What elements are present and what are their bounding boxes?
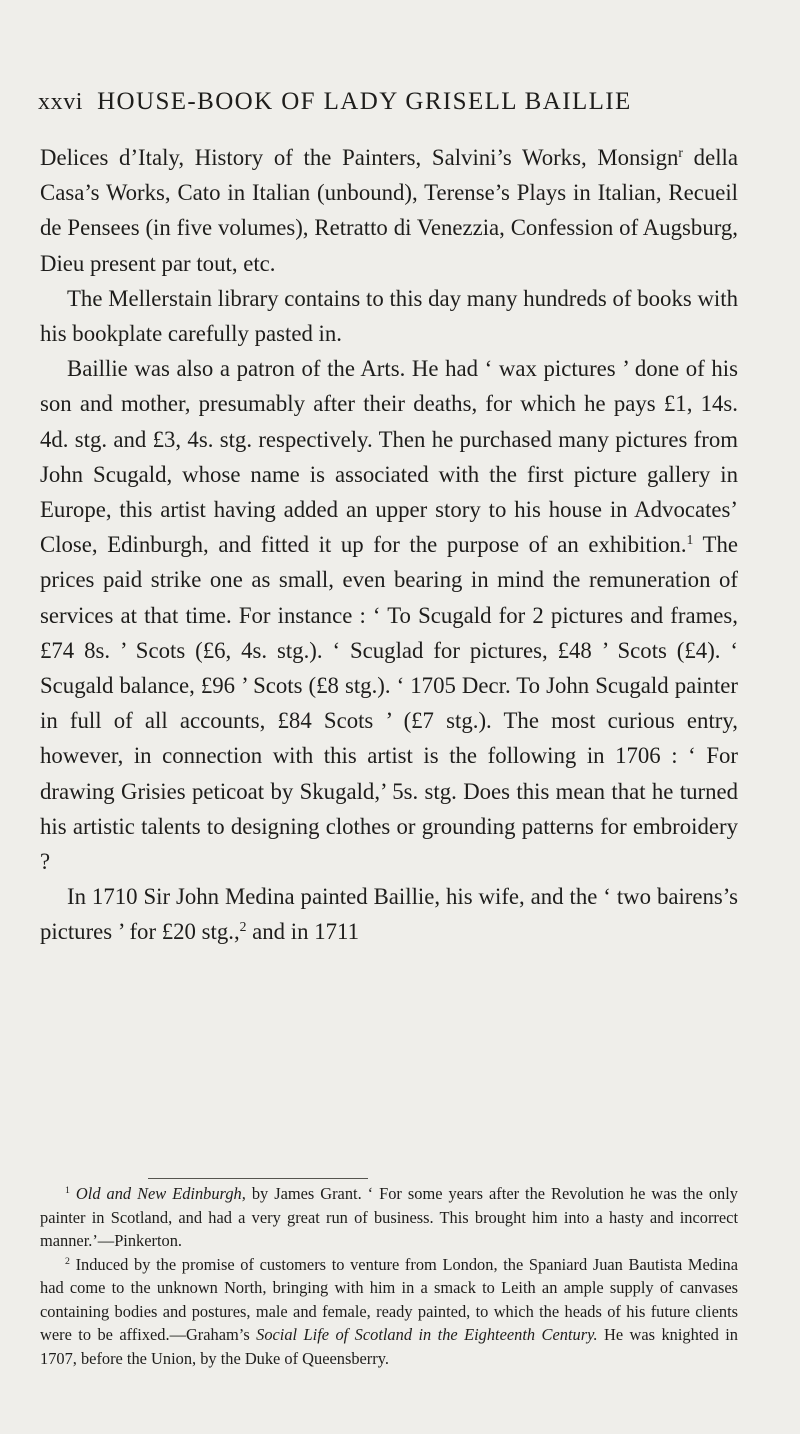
- footnote-ref-2: 2: [239, 919, 247, 935]
- footnote-2-number: 2: [65, 1255, 70, 1267]
- footnote-ref-1: 1: [686, 532, 694, 548]
- paragraph-book-list: Delices d’Italy, History of the Painters, Salvini’s Works, Monsign$^r$ della Casa’s Works, Cato in Italian (unbound), Terense’s Plays in Italian, Recueil de Pensees (in five volumes), Retratto di Venezzia, Confession of Augsburg, Dieu present par tout, etc.: [40, 144, 738, 276]
- footnote-1-title: Old and New Edinburgh,: [75, 1184, 246, 1203]
- paragraph-arts: Baillie was also a patron of the Arts. He had ‘ wax pictures ’ done of his son and mother, presumably after their deaths, for which he pays £1, 14s. 4d. stg. and £3, 4s. stg. respectively. Then he purchased many pictures from John Scugald, whose name is associated with the first picture gallery in Europe, this artist having added an upper story to his house in Advocates’ Close, Edinburgh, and fitted it up for the purpose of an exhibition.$^1$ The prices paid strike one as small, even bearing in mind the remuneration of services at that time. For instance : ‘ To Scugald for 2 pictures and frames, £74 8s. ’ Scots (£6, 4s. stg.). ‘ Scuglad for pictures, £48 ’ Scots (£4). ‘ Scugald balance, £96 ’ Scots (£8 stg.). ‘ 1705 Decr. To John Scugald painter in full of all accounts, £84 Scots ’ (£7 stg.). The most curious entry, however, in connection with this artist is the following in 1706 : ‘ For drawing Grisies peticoat by Skugald,’ 5s. stg. Does this mean that he turned his artistic talents to designing clothes or grounding patterns for embroidery ?: [40, 356, 738, 875]
- footnotes: [40, 1182, 738, 1370]
- footnote-divider: [148, 1178, 368, 1179]
- body-text: [40, 140, 738, 950]
- page-number: xxvi: [38, 89, 84, 115]
- paragraph-library: The Mellerstain library contains to this day many hundreds of books with his bookplate carefully pasted in.: [40, 285, 738, 347]
- running-title: HOUSE-BOOK OF LADY GRISELL BAILLIE: [97, 88, 632, 115]
- running-head: [38, 88, 743, 116]
- footnote-2: $^2$ Induced by the promise of customers to venture from London, the Spaniard Juan Bautista Medina had come to the unknown North, bringing with him in a smack to Leith an ample supply of canvases containing bodies and postures, male and female, ready painted, to which the heads of his future clients were to be affixed.—Graham’s Social Life of Scotland in the Eighteenth Century. He was knighted in 1707, before the Union, by the Duke of Queensberry.: [40, 1254, 738, 1368]
- paragraph-medina: In 1710 Sir John Medina painted Baillie, his wife, and the ‘ two bairens’s pictures ’ for £20 stg.,$^2$ and in 1711: [40, 884, 738, 945]
- footnote-1: $^1$ Old and New Edinburgh, by James Grant. ‘ For some years after the Revolution he was the only painter in Scotland, and had a very great run of business. This brought him into a hasty and incorrect manner.’—Pinkerton.: [40, 1184, 738, 1250]
- footnote-1-number: 1: [65, 1185, 70, 1197]
- superscript-r: r: [678, 144, 683, 160]
- footnote-2-title: Social Life of Scotland in the Eighteenth Century.: [256, 1325, 598, 1344]
